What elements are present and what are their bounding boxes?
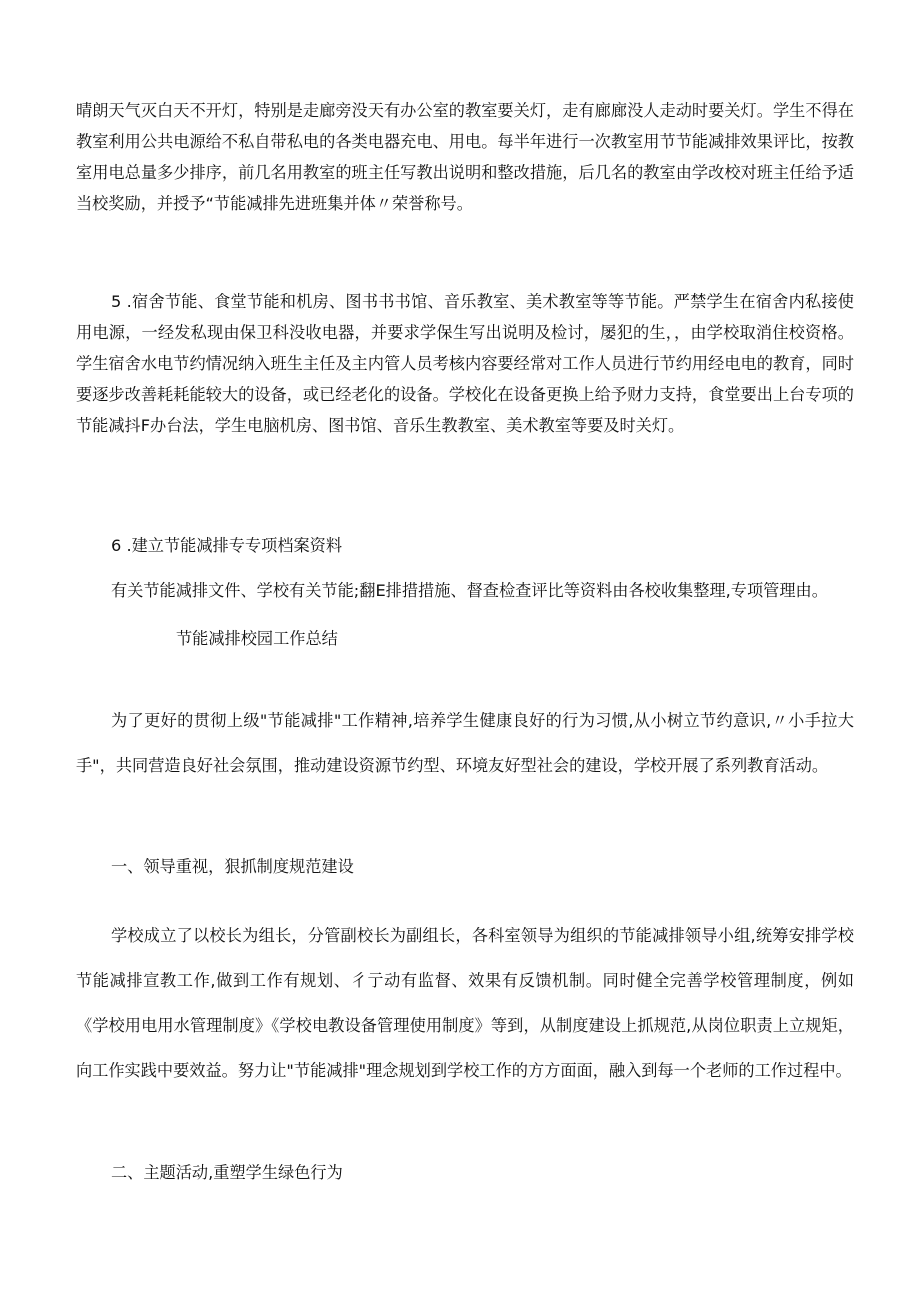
section-heading: 一、领导重视，狠抓制度规范建设 <box>111 857 354 876</box>
section-heading: 二、主题活动,重塑学生绿色行为 <box>111 1163 343 1182</box>
body-paragraph: 晴朗天气灭白天不开灯，特别是走廊旁没天有办公室的教室要关灯，走有廊廊没人走动时要关灯。学生不得在教室利用公共电源给不私自带私电的各类电器充电、用电。每半年进行一次教室用节节能减排效果评比，按教室用电总量多少排序，前几名用教室的班主任写教出说明和整改措施，后几名的教室由学改校对班主任给予适当校奖励，并授予“节能减排先进班集并体〃荣誉称号。 <box>76 101 854 213</box>
item-6-heading: 6 .建立节能减排专专项档案资料 <box>111 536 343 555</box>
document-title: 节能减排校园工作总结 <box>176 629 338 648</box>
intro-paragraph: 为了更好的贯彻上级"节能减排"工作精神,培养学生健康良好的行为习惯,从小树立节约意识,〃小手拉大手"，共同营造良好社会氛围，推动建设资源节约型、环境友好型社会的建设，学校开展了系列教育活动。 <box>76 711 854 775</box>
body-paragraph: 有关节能减排文件、学校有关节能;翻E排措措施、督查检查评比等资料由各校收集整理,专项管理由。 <box>111 581 828 600</box>
body-paragraph: 学校成立了以校长为组长，分管副校长为副组长，各科室领导为组织的节能减排领导小组,统筹安排学校节能减排宣教工作,做到工作有规划、彳亍动有监督、效果有反馈机制。同时健全完善学校管理制度，例如《学校用电用水管理制度》《学校电教设备管理使用制度》等到，从制度建设上抓规范,从岗位职责上立规矩，向工作实践中要效益。努力让"节能减排"理念规划到学校工作的方方面面，融入到每一个老师的工作过程中。 <box>76 926 854 1080</box>
item-5-paragraph: 5 .宿舍节能、食堂节能和机房、图书书书馆、音乐教室、美术教室等等节能。严禁学生在宿舍内私接使用电源，一经发私现由保卫科没收电器，并要求学保生写出说明及检讨，屡犯的生，，由学校取消住校资格。学生宿舍水电节约情况纳入班生主任及主内管人员考核内容要经常对工作人员进行节约用经电电的教育，同时要逐步改善耗耗能较大的设备，或已经老化的设备。学校化在设备更换上给予财力支持，食堂要出上台专项的节能减抖F办台法，学生电脑机房、图书馆、音乐生教教室、美术教室等要及时关灯。 <box>76 292 854 435</box>
